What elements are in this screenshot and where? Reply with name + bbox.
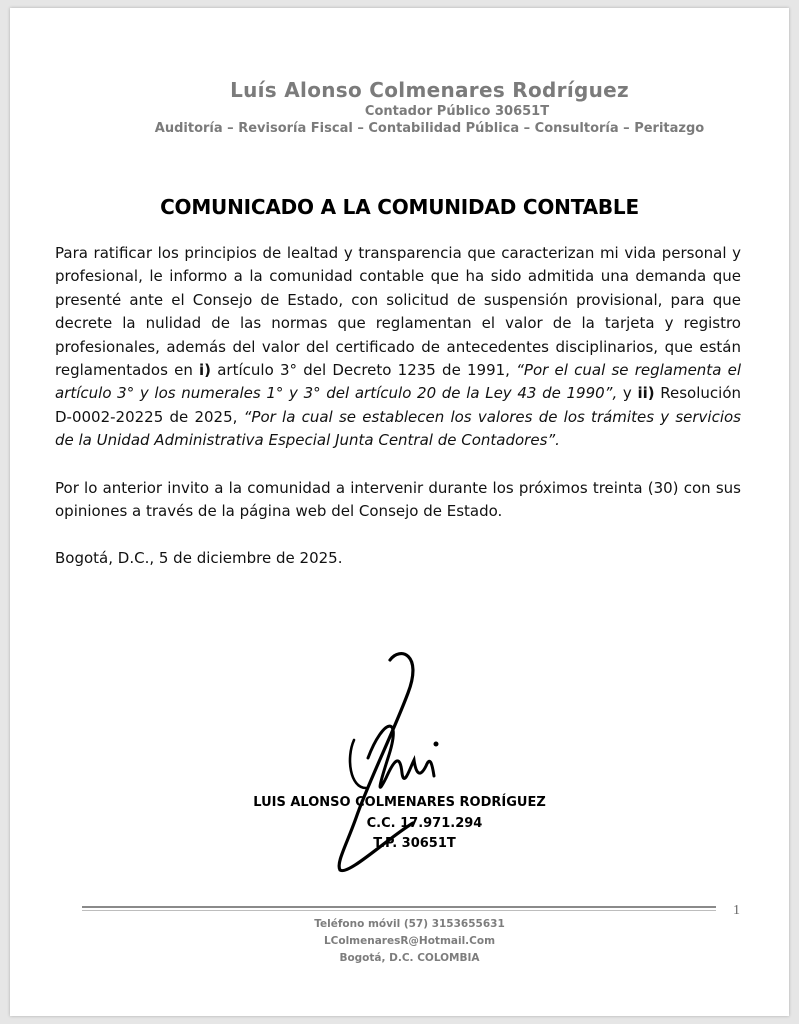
signatory-tp: T.P. 30651T bbox=[373, 836, 456, 851]
footer bbox=[10, 916, 789, 967]
item-i-quote: “Por el cual se reglamenta el artículo 3° y los numerales 1° y 3° del artículo 20 de la Ley 43 de 1990”, bbox=[55, 361, 741, 403]
signatory-name: LUIS ALONSO COLMENARES RODRÍGUEZ bbox=[253, 795, 546, 810]
letterhead-name: Luís Alonso Colmenares Rodríguez bbox=[230, 78, 629, 102]
item-i-label: i) bbox=[199, 361, 212, 380]
item-ii-label: ii) bbox=[637, 384, 655, 403]
footer-divider bbox=[82, 906, 716, 908]
letterhead-services: Auditoría – Revisoría Fiscal – Contabilidad Pública – Consultoría – Peritazgo bbox=[154, 121, 705, 136]
letterhead-title: Contador Público 30651T bbox=[364, 104, 550, 119]
page-number: 1 bbox=[733, 903, 740, 918]
paragraph-1 bbox=[55, 242, 741, 453]
paragraph-1-intro: Para ratificar los principios de lealtad y transparencia que caracterizan mi vida personal y profesional, le informo a la comunidad contable que ha sido admitida una demanda que presenté ante el Consejo de Estado, con solicitud de suspensión provisional, para que decrete la nulidad de las normas que reglamentan el valor de la tarjeta y registro profesionales, además del valor del certificado de antecedentes disciplinarios, que están reglamentados en bbox=[55, 244, 741, 380]
document-title: COMUNICADO A LA COMUNIDAD CONTABLE bbox=[160, 195, 639, 219]
footer-divider-thin bbox=[82, 910, 716, 911]
item-ii-text: Resolución D-0002-20225 de 2025, bbox=[55, 384, 741, 426]
item-i-text: artículo 3° del Decreto 1235 de 1991, bbox=[211, 361, 517, 380]
signatory-cc: C.C. 17.971.294 bbox=[366, 815, 483, 831]
document-page bbox=[10, 8, 789, 1016]
footer-phone: Teléfono móvil (57) 3153655631 bbox=[314, 918, 505, 930]
date-line: Bogotá, D.C., 5 de diciembre de 2025. bbox=[55, 549, 343, 568]
item-connector: y bbox=[617, 384, 638, 403]
item-ii-quote: “Por la cual se establecen los valores de los trámites y servicios de la Unidad Administrativa Especial Junta Central de Contadores”. bbox=[55, 407, 741, 450]
footer-email: LColmenaresR@Hotmail.Com bbox=[323, 935, 496, 947]
signatory-block bbox=[10, 793, 789, 855]
document-body bbox=[55, 242, 741, 571]
paragraph-2: Por lo anterior invito a la comunidad a intervenir durante los próximos treinta (30) con sus opiniones a través de la página web del Consejo de Estado. bbox=[55, 478, 741, 521]
letterhead bbox=[10, 78, 789, 136]
footer-city: Bogotá, D.C. COLOMBIA bbox=[339, 952, 480, 964]
